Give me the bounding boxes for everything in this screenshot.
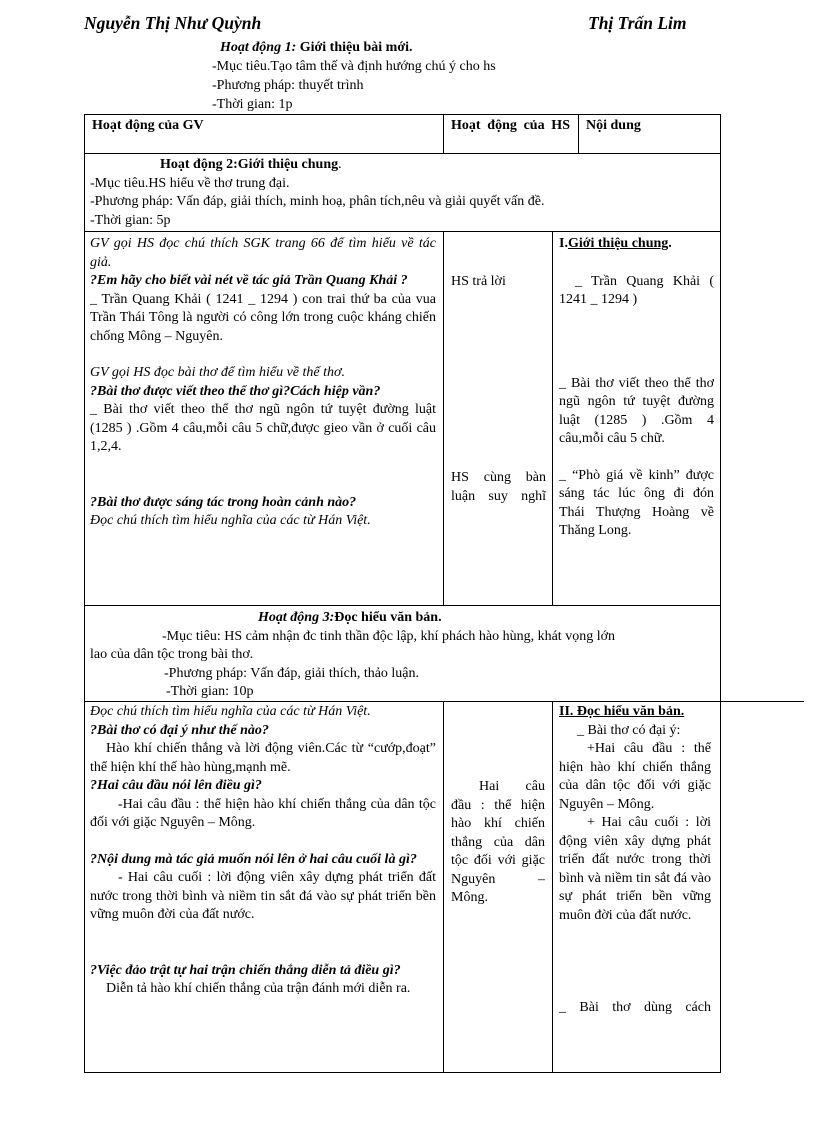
activity-3-objective-text: HS cảm nhận đc tinh thần độc lập, khí phách hào hùng, khát vọng lớn [224,628,615,644]
row2-gv-question-3: ?Bài thơ được sáng tác trong hoàn cảnh nào? [90,494,357,510]
activity-1-text: Giới thiệu bài mới. [296,40,413,55]
row3-content-last-couplet: + Hai câu cuối : lời động viên xây dựng phát triển đất nước trong thời bình và niềm tin sắt đá vào sự phát triển bền vững muôn đời của đất nước. [559,815,711,923]
activity-2-block [90,156,715,230]
teacher-name: Nguyễn Thị Như Quỳnh [84,13,262,33]
header-student-activity: Hoạt động của HS [451,118,570,133]
row3-content-heading: II. Đọc hiểu văn bản. [559,704,685,719]
activity-3-title-text: Đọc hiểu văn bản. [334,610,442,625]
activity-1-intro [212,38,496,114]
column-divider [552,231,553,606]
activity-1-time: -Thời gian: 1p [212,97,293,112]
activity-3-objective-cont: lao của dân tộc trong bài thơ. [90,647,254,662]
row2-gv-answer-2: _ Bài thơ viết theo thể thơ ngũ ngôn tứ tuyệt đường luật (1285 ) .Gồm 4 câu,mỗi câu 5 chữ,được gieo vần ở cuối câu 1,2,4. [90,402,436,454]
row-divider [84,231,721,232]
header-teacher-activity: Hoạt động của GV [92,118,204,133]
activity-2-time: -Thời gian: 5p [90,212,171,228]
row2-content-form: _ Bài thơ viết theo thể thơ ngũ ngôn tứ tuyệt đường luật (1285 ) .Gồm 4 câu,mỗi câu 5 chữ. [559,375,714,446]
column-divider [552,701,553,1073]
row2-gv-instruction-3: Đọc chú thích tìm hiểu nghĩa của các từ Hán Việt. [90,513,371,528]
column-divider [578,114,579,154]
activity-3-block [90,609,715,702]
header-content: Nội dung [586,118,641,133]
row3-gv-answer-2: -Hai câu đầu : thể hiện hào khí chiến thắng của dân tộc đối với giặc Nguyên – Mông. [90,796,436,830]
row2-gv-answer-1: _ Trần Quang Khải ( 1241 _ 1294 ) con trai thứ ba của vua Trần Thái Tông là người có công lớn trong cuộc kháng chiến chống Mông – Nguyên. [90,291,436,344]
row2-content-context: _ “Phò giá về kinh” được sáng tác lúc ông đi đón Thái Thượng Hoàng về Thăng Long. [559,467,714,538]
activity-2-title [160,156,715,175]
row2-content-author: _ Trần Quang Khải ( 1241 _ 1294 ) [559,273,714,307]
row2-gv-question-1: ?Em hãy cho biết vài nét về tác giả Trần Quang Khải ? [90,273,408,288]
row2-content-column [559,235,714,541]
row3-content-first-couplet: +Hai câu đầu : thể hiện hào khí chiến thắng của dân tộc đối với giặc Nguyên – Mông. [559,741,711,812]
school-place: Thị Trấn Lim [588,13,687,33]
row2-hs-response-2: HS cùng bàn luận suy nghĩ [451,470,546,504]
row3-gv-question-1: ?Bài thơ có đại ý như thế nào? [90,722,269,738]
row3-gv-question-2: ?Hai câu đầu nói lên điều gì? [90,778,262,793]
activity-3-title [258,609,715,628]
activity-1-label: Hoạt động 1: [220,40,297,55]
activity-3-objective [162,628,715,647]
activity-1-objective: -Mục tiêu.Tạo tâm thế và định hướng chú ý cho hs [212,59,496,74]
row2-gv-question-2: ?Bài thơ được viết theo thể thơ gì?Cách hiệp vần? [90,383,381,399]
row3-gv-answer-4: Diễn tả hào khí chiến thắng của trận đánh mới diễn ra. [106,981,411,996]
activity-2-objective: -Mục tiêu.HS hiểu về thơ trung đại. [90,175,290,191]
row2-heading-number: I. [559,236,568,251]
row2-content-heading [559,235,714,254]
column-divider [443,114,444,154]
column-divider [443,701,444,1073]
row2-gv-instruction-2: GV gọi HS đọc bài thơ để tìm hiểu về thể thơ. [90,365,345,380]
activity-3-method: -Phương pháp: Vấn đáp, giải thích, thảo luận. [164,665,420,681]
row3-gv-question-4: ?Việc đảo trật tự hai trận chiến thắng diễn tả điều gì? [90,962,401,978]
row3-hs-response-1: Hai câu đầu : thể hiện hào khí chiến thắng của dân tộc đối với giặc Nguyên – Mông. [451,779,545,905]
row3-content-column [559,703,711,1018]
activity-1-title [220,38,496,57]
activity-2-method: -Phương pháp: Vấn đáp, giải thích, minh hoạ, phân tích,nêu và giải quyết vấn đề. [90,194,545,209]
activity-3-time: -Thời gian: 10p [166,684,254,699]
activity-1-method: -Phương pháp: thuyết trình [212,78,364,93]
row2-heading-suffix: . [668,236,672,251]
activity-2-title-text: Hoạt động 2:Giới thiệu chung [160,157,339,172]
activity-3-label: Hoạt động 3: [258,610,335,625]
row3-gv-instruction-1: Đọc chú thích tìm hiểu nghĩa của các từ Hán Việt. [90,704,371,719]
row3-content-summary: _ Bài thơ có đại ý: [577,722,681,738]
row3-content-technique: _ Bài thơ dùng cách [559,1000,711,1015]
row3-gv-answer-1: Hào khí chiến thắng và lời động viên.Các từ “cướp,đoạt” thể hiện khí thế hào hùng,mạnh mẽ. [90,741,436,775]
row3-teacher-column [90,703,436,999]
activity-3-objective-label: -Mục tiêu: [162,628,225,644]
row3-gv-question-3: ?Nội dung mà tác giả muốn nói lên ở hai câu cuối là gì? [90,851,417,867]
row2-gv-instruction-1: GV gọi HS đọc chú thích SGK trang 66 để tìm hiểu về tác giả. [90,236,436,270]
row-divider [84,153,721,154]
row2-hs-response-1: HS trả lời [451,274,506,289]
column-divider [443,231,444,606]
row2-heading-text: Giới thiệu chung [567,236,669,251]
row-divider [84,605,721,606]
row3-gv-answer-3: - Hai câu cuối : lời động viên xây dựng phát triển đất nước trong thời bình và niềm tin sắt đá vào sự phát triển bền vững muôn đời của đất nước. [90,870,436,922]
activity-2-title-suffix: . [338,157,342,172]
row2-teacher-column [90,235,436,531]
